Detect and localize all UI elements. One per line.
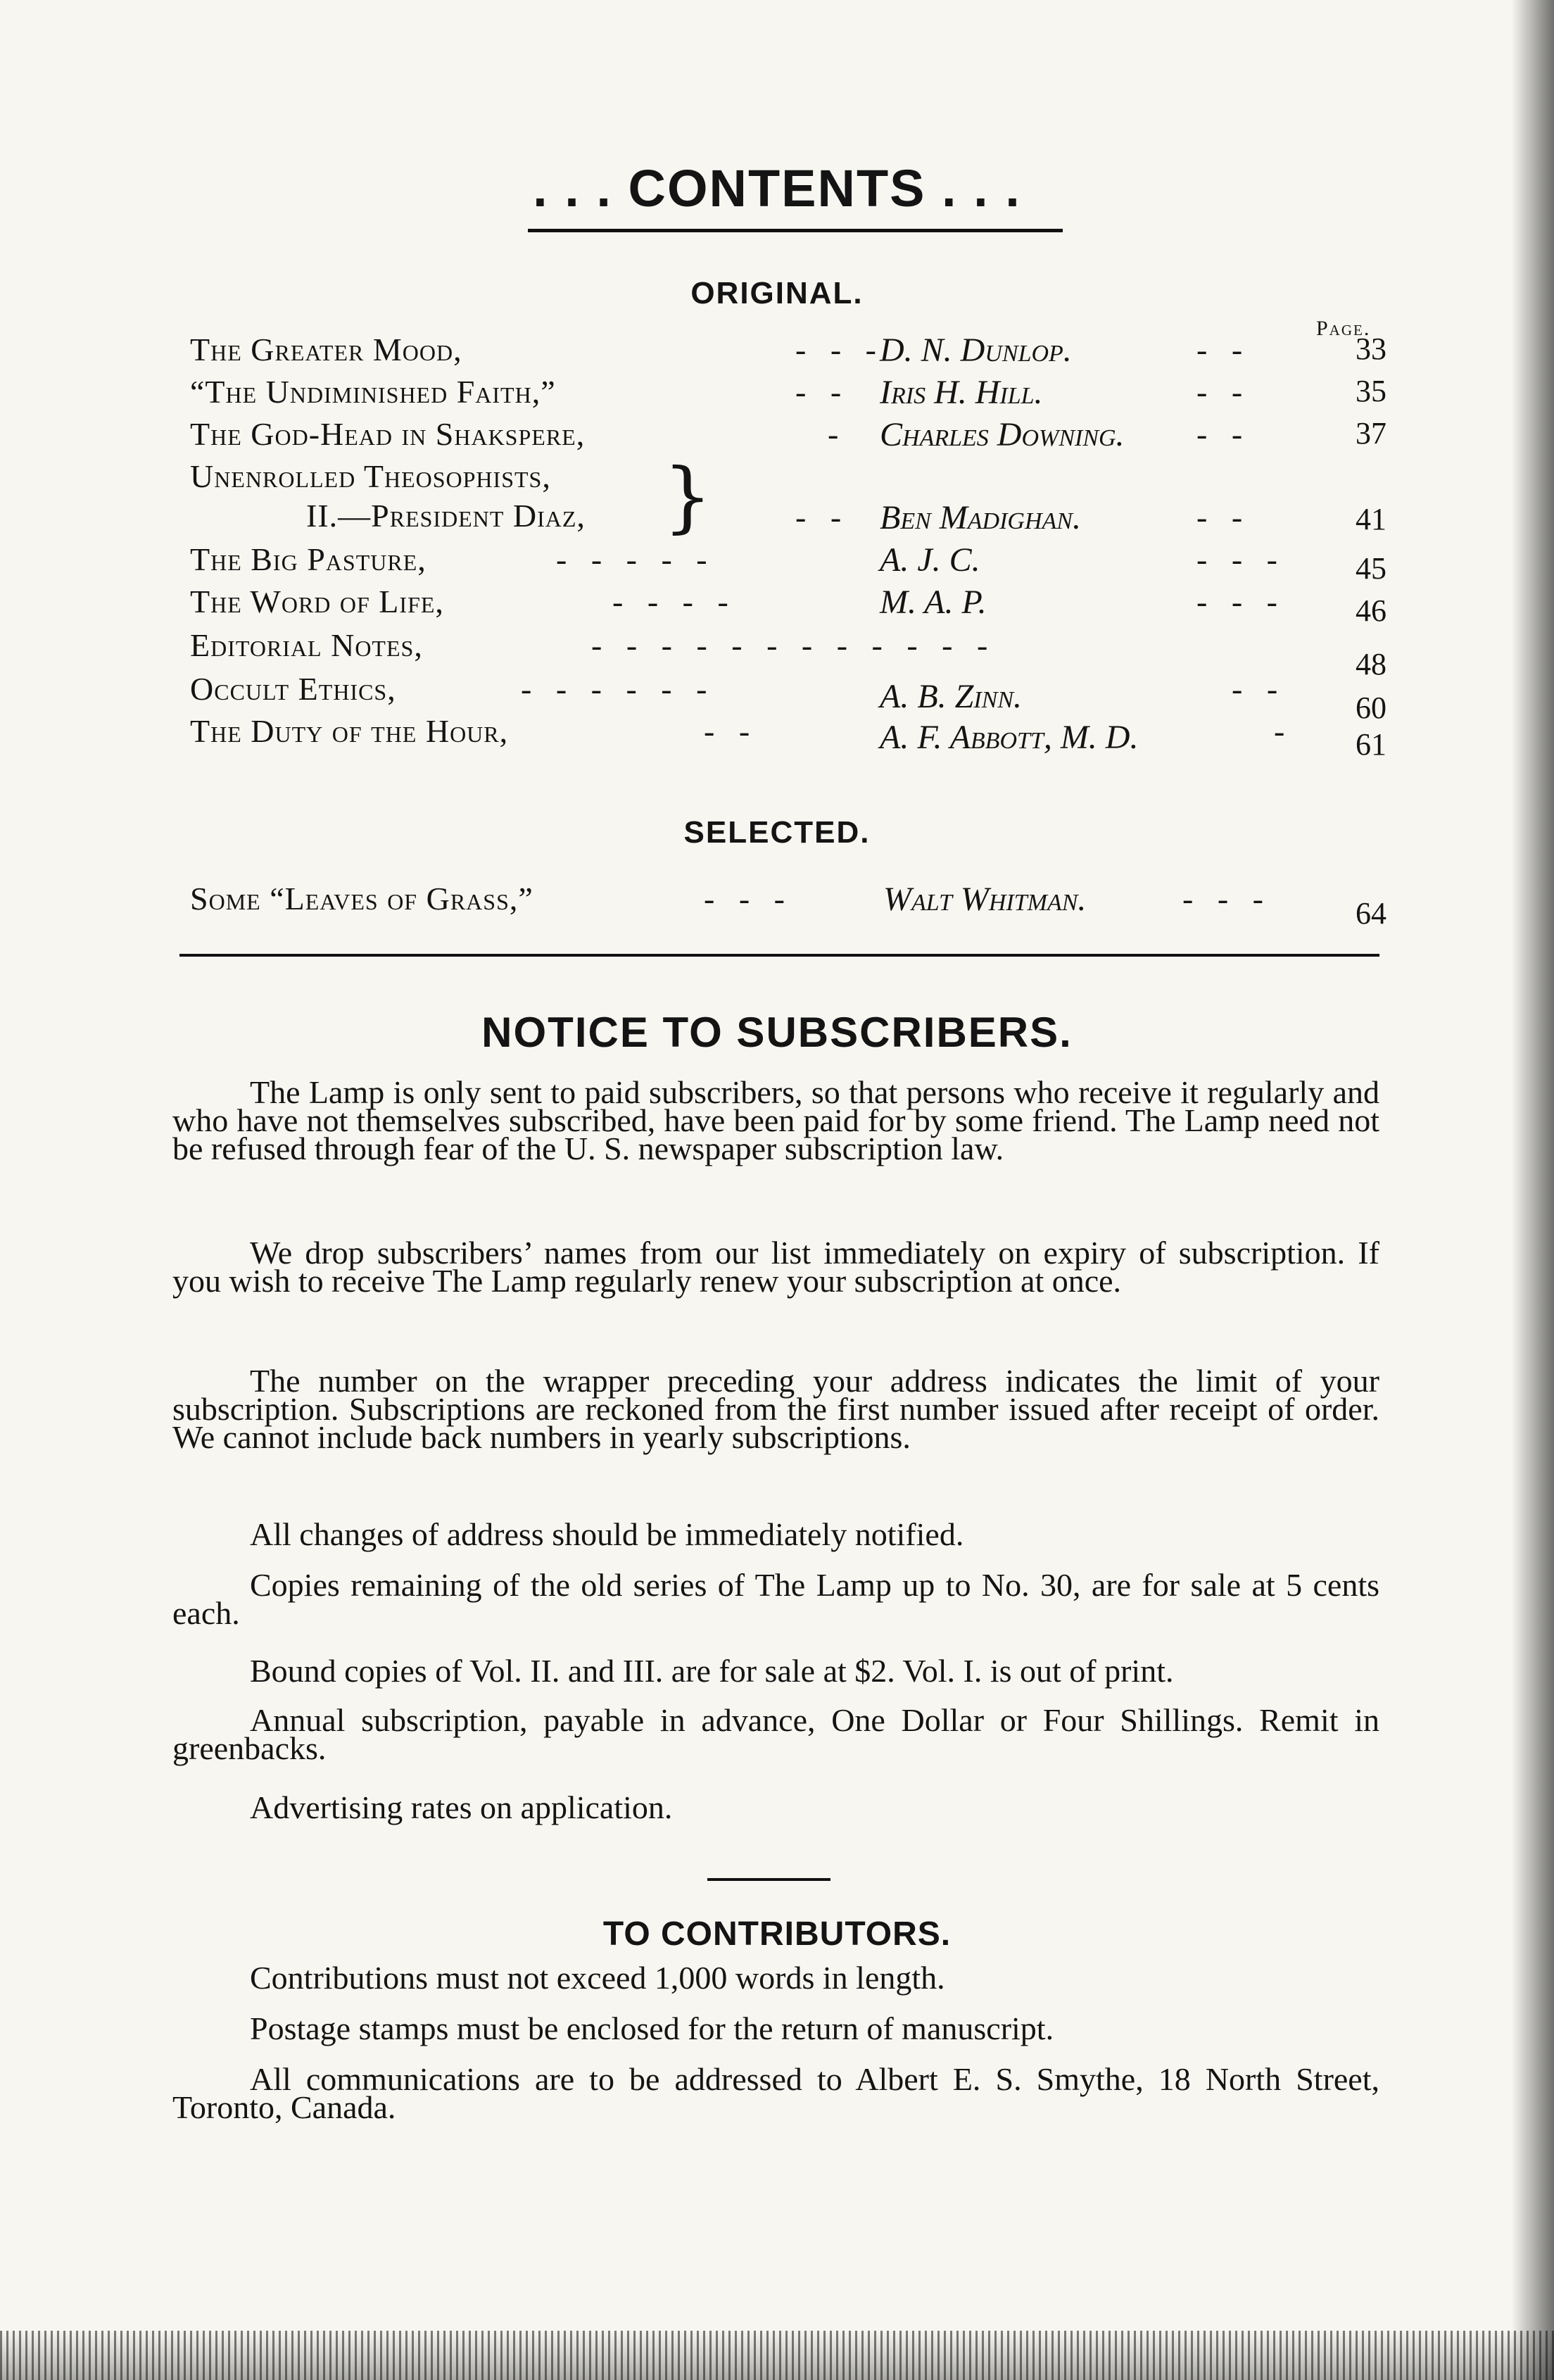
toc-page: 46 <box>1356 593 1386 628</box>
toc-page: 60 <box>1356 691 1386 725</box>
toc-title: The Word of Life, <box>190 584 444 619</box>
leader-dots: - - - - - - <box>521 671 707 707</box>
toc-author: Walt Whitman. <box>883 881 1087 918</box>
section-rule <box>179 954 1379 957</box>
notice-paragraph: All changes of address should be immediately notified. <box>250 1516 964 1552</box>
toc-page: 61 <box>1356 727 1386 762</box>
notice-paragraph: The number on the wrapper preceding your address indicates the limit of your subscription. Subscriptions are reckoned from the first number issued after receipt of order. We cannot include back numbers in yearly subscriptions. <box>172 1363 1379 1455</box>
toc-entry <box>190 880 1386 931</box>
leader-dots: - - <box>1196 499 1243 535</box>
page-edge-shadow <box>1512 0 1554 2380</box>
leader-dots: - - <box>1196 332 1243 367</box>
toc-author: A. B. Zinn. <box>880 678 1023 715</box>
toc-page: 48 <box>1356 647 1386 681</box>
toc-entry <box>190 331 1386 373</box>
toc-title: “The Undiminished Faith,” <box>190 374 556 410</box>
contents-title: . . . CONTENTS . . . <box>533 159 1021 218</box>
leader-dots: - - - - <box>612 584 728 619</box>
leader-dots: - - <box>795 499 842 535</box>
toc-page: 33 <box>1356 332 1386 366</box>
toc-entry <box>190 541 1386 586</box>
toc-title: The Greater Mood, <box>190 332 462 367</box>
toc-author: Ben Madighan. <box>880 499 1081 536</box>
toc-author: D. N. Dunlop. <box>880 332 1072 369</box>
scan-noise <box>0 2331 1554 2380</box>
toc-author: A. F. Abbott, M. D. <box>880 719 1139 756</box>
toc-title: Unenrolled Theosophists, <box>190 458 551 494</box>
leader-dots: - - <box>1196 416 1243 452</box>
toc-entry <box>190 583 1386 628</box>
leader-dots: - - - <box>1196 541 1277 577</box>
toc-page: 41 <box>1356 502 1386 536</box>
toc-page: 37 <box>1356 416 1386 451</box>
toc-entry <box>190 712 1386 762</box>
notice-paragraph: Advertising rates on application. <box>250 1789 673 1825</box>
divider-rule <box>707 1878 830 1881</box>
contributors-title: TO CONTRIBUTORS. <box>602 1915 952 1953</box>
leader-dots: - - <box>1232 671 1278 707</box>
notice-paragraph: Bound copies of Vol. II. and III. are for sale at $2. Vol. I. is out of print. <box>250 1653 1174 1689</box>
toc-title: The Duty of the Hour, <box>190 713 509 749</box>
title-rule <box>528 229 1063 232</box>
leader-dots: - <box>795 416 839 452</box>
contributors-paragraph: Postage stamps must be enclosed for the return of manuscript. <box>250 2010 1054 2046</box>
page-column-header: Page. <box>1316 317 1371 340</box>
leader-dots: - - <box>795 374 842 410</box>
leader-dots: - - - - - <box>556 541 707 577</box>
leader-dots: - - - <box>704 881 785 917</box>
leader-dots: - - <box>1196 374 1243 410</box>
toc-author: Iris H. Hill. <box>880 374 1043 411</box>
leader-dots: - - <box>704 713 750 749</box>
leader-dots: - - - <box>1196 584 1277 619</box>
toc-title: The God-Head in Shakspere, <box>190 416 586 452</box>
notice-paragraph: Annual subscription, payable in advance, One Dollar or Four Shillings. Remit in greenbacks. <box>172 1702 1379 1766</box>
notice-title: NOTICE TO SUBSCRIBERS. <box>481 1009 1073 1056</box>
leader-dots: - - - <box>1182 881 1263 917</box>
leader-dots: - <box>1274 713 1285 749</box>
toc-title: Some “Leaves of Grass,” <box>190 881 533 917</box>
brace: } <box>663 451 712 541</box>
original-section-label: ORIGINAL. <box>690 276 864 310</box>
toc-author: A. J. C. <box>880 541 980 579</box>
contributors-paragraph: Contributions must not exceed 1,000 words in length. <box>250 1960 945 1996</box>
toc-title: The Big Pasture, <box>190 541 427 577</box>
toc-title: Editorial Notes, <box>190 627 423 663</box>
toc-title-line2: II.—President Diaz, <box>306 498 586 534</box>
toc-entry <box>190 451 1386 541</box>
toc-page: 64 <box>1356 896 1386 931</box>
toc-page: 45 <box>1356 551 1386 586</box>
toc-entry <box>190 627 1386 681</box>
notice-paragraph: The Lamp is only sent to paid subscribers, so that persons who receive it regularly and who have not themselves subscribed, have been paid for by some friend. The Lamp need not be refused through fear of the U. S. newspaper subscription law. <box>172 1074 1379 1166</box>
leader-dots: - - - <box>795 332 876 367</box>
toc-entry <box>190 415 1386 458</box>
selected-section-label: SELECTED. <box>683 815 871 850</box>
leader-dots: - - - - - - - - - - - - <box>591 627 988 663</box>
toc-author: M. A. P. <box>880 584 987 621</box>
toc-author: Charles Downing. <box>880 416 1125 453</box>
notice-paragraph: Copies remaining of the old series of The Lamp up to No. 30, are for sale at 5 cents each. <box>172 1567 1379 1631</box>
toc-entry <box>190 373 1386 415</box>
toc-title: Occult Ethics, <box>190 671 396 707</box>
toc-page: 35 <box>1356 374 1386 408</box>
notice-paragraph: We drop subscribers’ names from our list immediately on expiry of subscription. If you wish to receive The Lamp regularly renew your subscription at once. <box>172 1235 1379 1299</box>
toc-entry <box>190 670 1386 725</box>
contributors-paragraph: All communications are to be addressed to Albert E. S. Smythe, 18 North Street, Toronto, Canada. <box>172 2061 1379 2125</box>
